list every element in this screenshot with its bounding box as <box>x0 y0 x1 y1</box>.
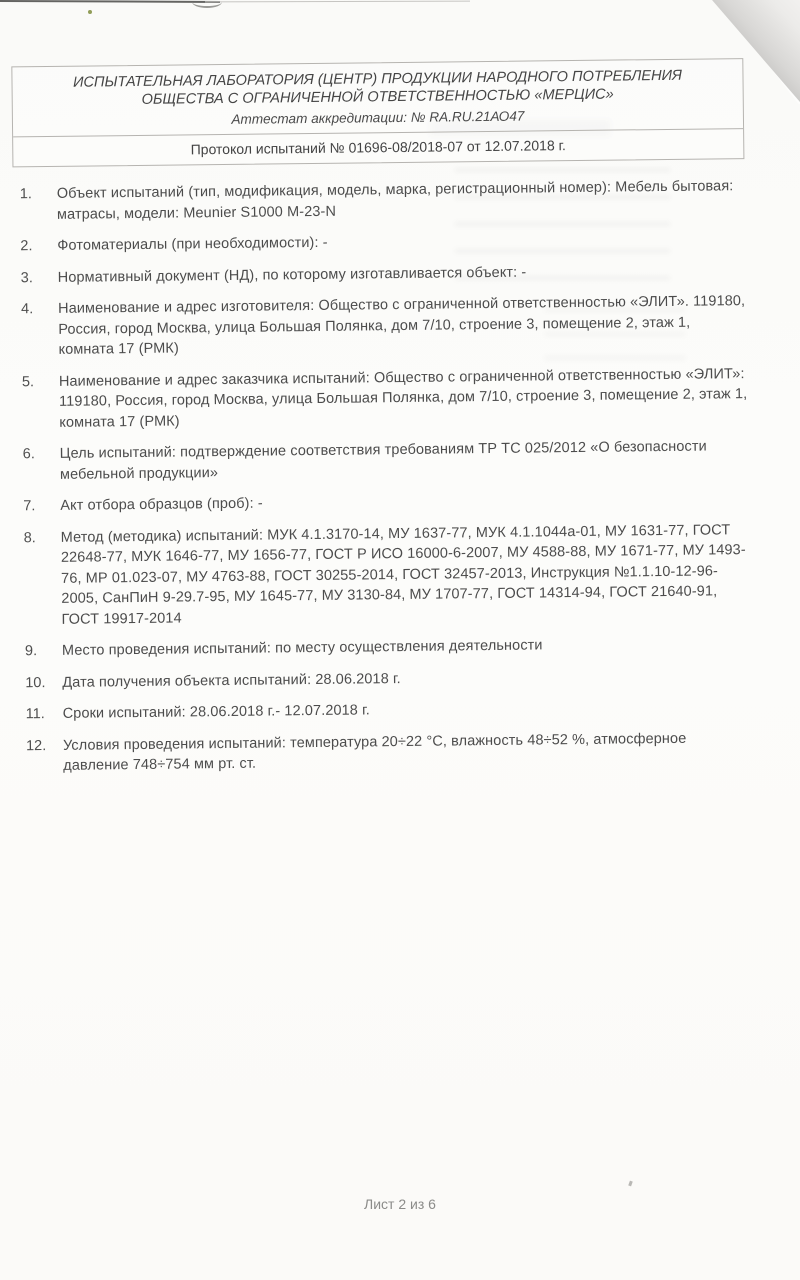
protocol-item <box>2 435 800 485</box>
item-text: Фотоматериалы (при необходимости): - <box>57 234 328 254</box>
item-number: 10. <box>25 674 46 691</box>
item-number: 1. <box>19 186 32 203</box>
protocol-item <box>1 363 800 434</box>
item-text: Наименование и адрес заказчика испытаний: Общество с ограниченной ответственностью «ЭЛИТ»: 119180, Россия, город Москва, улица Большая Полянка, дом 7/10, строение 3, помещение 2, этаж 1, комната 17 (РМК) <box>58 365 748 431</box>
protocol-items-list <box>0 175 800 777</box>
item-number: 5. <box>21 373 35 390</box>
item-number: 11. <box>25 706 45 723</box>
item-text: Акт отбора образцов (проб): - <box>60 495 263 514</box>
item-text: Цель испытаний: подтверждение соответствия требованиям ТР ТС 025/2012 «О безопасности мебельной продукции» <box>59 438 707 483</box>
protocol-item <box>5 695 800 725</box>
item-text: Место проведения испытаний: по месту осуществления деятельности <box>61 637 543 659</box>
protocol-item <box>3 519 800 631</box>
document-header <box>11 58 744 167</box>
protocol-item <box>0 259 800 289</box>
protocol-item <box>0 290 800 361</box>
item-number: 9. <box>24 643 38 660</box>
item-number: 7. <box>23 498 36 515</box>
item-text: Дата получения объекта испытаний: 28.06.2018 г. <box>62 670 401 691</box>
item-text: Наименование и адрес изготовителя: Общество с ограниченной ответственностью «ЭЛИТ». 119180, Россия, город Москва, улица Большая Полянка, дом 7/10, строение 3, помещение 2, этаж 1, комната 17 (РМК) <box>57 293 746 358</box>
item-number: 12. <box>25 737 47 754</box>
protocol-item <box>5 727 800 777</box>
item-text: Сроки испытаний: 28.06.2018 г.- 12.07.2018 г. <box>62 702 370 722</box>
protocol-item <box>0 227 799 257</box>
accreditation-line: Аттестат аккредитации: № RA.RU.21АО47 <box>231 108 525 127</box>
lab-title-line2: ОБЩЕСТВА С ОГРАНИЧЕННОЙ ОТВЕТСТВЕННОСТЬЮ «МЕРЦИС» <box>141 86 614 108</box>
item-text: Метод (методика) испытаний: МУК 4.1.3170-14, МУ 1637-77, МУК 4.1.1044а-01, МУ 1631-77, ГОСТ 22648-77, МУК 1646-77, МУ 1656-77, ГОСТ Р ИСО 16000-6-2007, МУ 4588-88, МУ 1671-77, МУ 1493-76, МР 01.023-07, МУ 4763-88, ГОСТ 30255-2014, ГОСТ 32457-2013, Инструкция №1.1.10-12-96-2005, СанПиН 9-29.7-95, МУ 1645-77, МУ 3130-84, МУ 1707-77, ГОСТ 14314-94, ГОСТ 21640-91, ГОСТ 19917-2014 <box>60 521 746 628</box>
protocol-number-line: Протокол испытаний № 01696-08/2018-07 от 12.07.2018 г. <box>13 128 743 166</box>
item-text: Объект испытаний (тип, модификация, модель, марка, регистрационный номер): Мебель бытовая: матрасы, модели: Meunier S1000 M-23-N <box>56 178 734 223</box>
lab-title-line1: ИСПЫТАТЕЛЬНАЯ ЛАБОРАТОРИЯ (ЦЕНТР) ПРОДУКЦИИ НАРОДНОГО ПОТРЕБЛЕНИЯ <box>72 67 683 91</box>
item-number: 4. <box>20 301 34 318</box>
page-number-footer: Лист 2 из 6 <box>364 1196 436 1212</box>
paper-speck <box>628 1181 633 1187</box>
item-text: Нормативный документ (НД), по которому изготавливается объект: - <box>57 264 527 286</box>
item-number: 8. <box>23 529 36 546</box>
item-text: Условия проведения испытаний: температура 20÷22 °С, влажность 48÷52 %, атмосферное давление 748÷754 мм рт. ст. <box>62 730 687 774</box>
protocol-item <box>4 632 800 662</box>
item-number: 3. <box>20 269 33 286</box>
protocol-item <box>0 175 799 225</box>
item-number: 6. <box>22 446 35 463</box>
protocol-item <box>2 487 800 517</box>
item-number: 2. <box>20 238 33 255</box>
protocol-item <box>4 664 800 694</box>
